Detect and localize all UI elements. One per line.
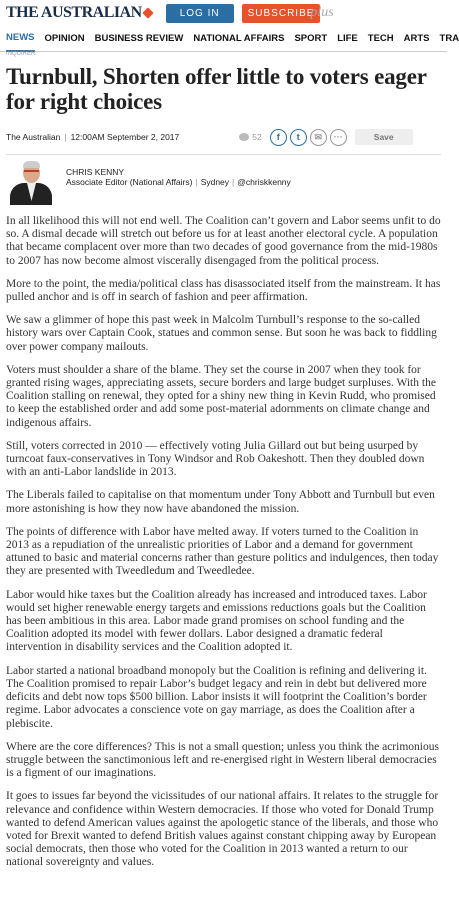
plus-logo: plus [310, 5, 334, 20]
article-source: The Australian [6, 132, 61, 142]
nav-item-tech[interactable]: TECH [367, 33, 394, 44]
article-paragraph: Labor would hike taxes but the Coalition already has increased and introduced taxes. Labor would set higher renewable energy targets and emissions reductions goals but the Coalition has been ambitious in this area. Labor made grand promises on school funding and the Coalition adopted its model with fewer dollars. Labor designed a dramatic federal intervention in disability services and the Coalition adopted it. [6, 588, 427, 654]
article-paragraph: The points of difference with Labor have melted away. If voters turned to the Coalition in 2013 as a repudiation of the unrealistic priorities of Labor and a demand for government attuned to basic and material concerns rather than gesture politics and indulgences, then today they are presented with Tweedledum and Tweedledee. [6, 525, 439, 578]
facebook-icon[interactable]: f [270, 129, 287, 146]
author-twitter-link[interactable]: @chriskkenny [237, 177, 291, 187]
nav-item-national-affairs[interactable]: NATIONAL AFFAIRS [193, 33, 285, 44]
author-title: Associate Editor (National Affairs) [66, 177, 193, 187]
article-paragraph: Labor started a national broadband monopoly but the Coalition is refining and delivering it. The Coalition promised to repair Labor’s budget legacy and rein in debt but delivered more deficits and debt now tops $500 billion. Labor insists it will footprint the Coalition’s border regime. Labor advocates a conscience vote on gay marriage, as does the Coalition after a plebiscite. [6, 664, 427, 730]
article-paragraph: Voters must shoulder a share of the blame. They set the course in 2007 when they took for granted rising wages, appreciating assets, secure borders and large budget surpluses. With the Coalition stalling on renewal, they opted for a shiny new thing in Kevin Rudd, who promised to keep the established order and add some post-material adornments on climate change and indigenous affairs. [6, 363, 436, 429]
masthead-logo[interactable] [6, 4, 152, 22]
subscribe-button[interactable]: SUBSCRIBE [242, 4, 321, 23]
article-paragraph: More to the point, the media/political class has disassociated itself from the mainstream. It has pulled anchor and is off in search of fashion and peer affirmation. [6, 277, 441, 304]
byline-text [66, 167, 291, 201]
section-nav [0, 26, 459, 52]
byline-separator: | [232, 177, 235, 187]
meta-divider [6, 154, 441, 155]
article-meta [0, 126, 447, 148]
twitter-icon[interactable]: t [290, 129, 307, 146]
nav-item-news[interactable]: NEWS [6, 25, 35, 52]
nav-item-business-review[interactable]: BUSINESS REVIEW [94, 33, 184, 44]
nav-item-sport[interactable]: SPORT [294, 33, 328, 44]
article-paragraph: We saw a glimmer of hope this past week in Malcolm Turnbull’s response to the so-called history wars over Captain Cook, statues and common sense. But soon he was back to fiddling over power company mailouts. [6, 314, 437, 353]
email-icon[interactable]: ✉ [310, 129, 327, 146]
comment-count: 52 [252, 132, 262, 142]
more-share-icon[interactable]: ··· [330, 129, 347, 146]
share-buttons [270, 129, 347, 146]
save-button[interactable]: Save [355, 129, 413, 145]
nav-item-arts[interactable]: ARTS [403, 33, 430, 44]
nav-item-travel[interactable]: TRA [439, 33, 459, 44]
author-byline [0, 159, 447, 201]
author-location: Sydney [200, 177, 230, 187]
article-paragraph: It goes to issues far beyond the vicissitudes of our national affairs. It relates to the struggle for relevance and confidence within Western democracies. If those who voted for Donald Trump wanted to defend American values against the apologetic stance of the liberals, and those who voted for Brexit wanted to defend British values against constant chipping away by European social democrats, then those who voted for the Coalition in 2013 wanted a return to our national sovereignty and values. [6, 790, 439, 869]
nav-item-opinion[interactable]: OPINION [44, 33, 85, 44]
article-paragraph: Where are the core differences? This is not a small question; unless you think the acrimonious struggle between the sanctimonious left and re-energised right in Western liberal democracies is a figment of our imaginations. [6, 740, 439, 780]
byline-separator: | [195, 177, 198, 187]
section-kicker[interactable]: INQUIRER [6, 51, 36, 57]
article-paragraph: Still, voters corrected in 2010 — effectively voting Julia Gillard out but being usurped by turncoat faux-conservatives in Tony Windsor and Rob Oakeshott. Then they doubled down with an anti-Labor landslide in 2013. [6, 439, 425, 479]
article-body [0, 215, 447, 870]
article-paragraph: The Liberals failed to capitalise on that momentum under Tony Abbott and Turnbull but even more astonishing is how they now have abandoned the mission. [6, 489, 435, 515]
author-name[interactable]: CHRIS KENNY [66, 167, 125, 177]
top-bar [0, 0, 447, 26]
article-headline: Turnbull, Shorten offer little to voters eager for right choices [6, 64, 427, 114]
comments-link[interactable] [239, 132, 261, 142]
masthead-text: THE AUSTRALIAN [6, 4, 142, 21]
author-avatar [6, 159, 56, 201]
login-button[interactable]: LOG IN [166, 4, 234, 23]
comment-bubble-icon [239, 133, 249, 141]
nav-item-life[interactable]: LIFE [337, 33, 358, 44]
bird-logo-icon [142, 7, 153, 18]
article-timestamp: 12:00AM September 2, 2017 [70, 132, 180, 142]
meta-separator: | [64, 132, 67, 142]
article-paragraph: In all likelihood this will not end well. The Coalition can’t govern and Labor seems unfit to do so. A dismal decade will stretch out before us for at least another electoral cycle. A population that became complacent over more than two decades of good governance from the mid-1980s to 2007 has now become almost viscerally disengaged from the political process. [6, 215, 441, 267]
